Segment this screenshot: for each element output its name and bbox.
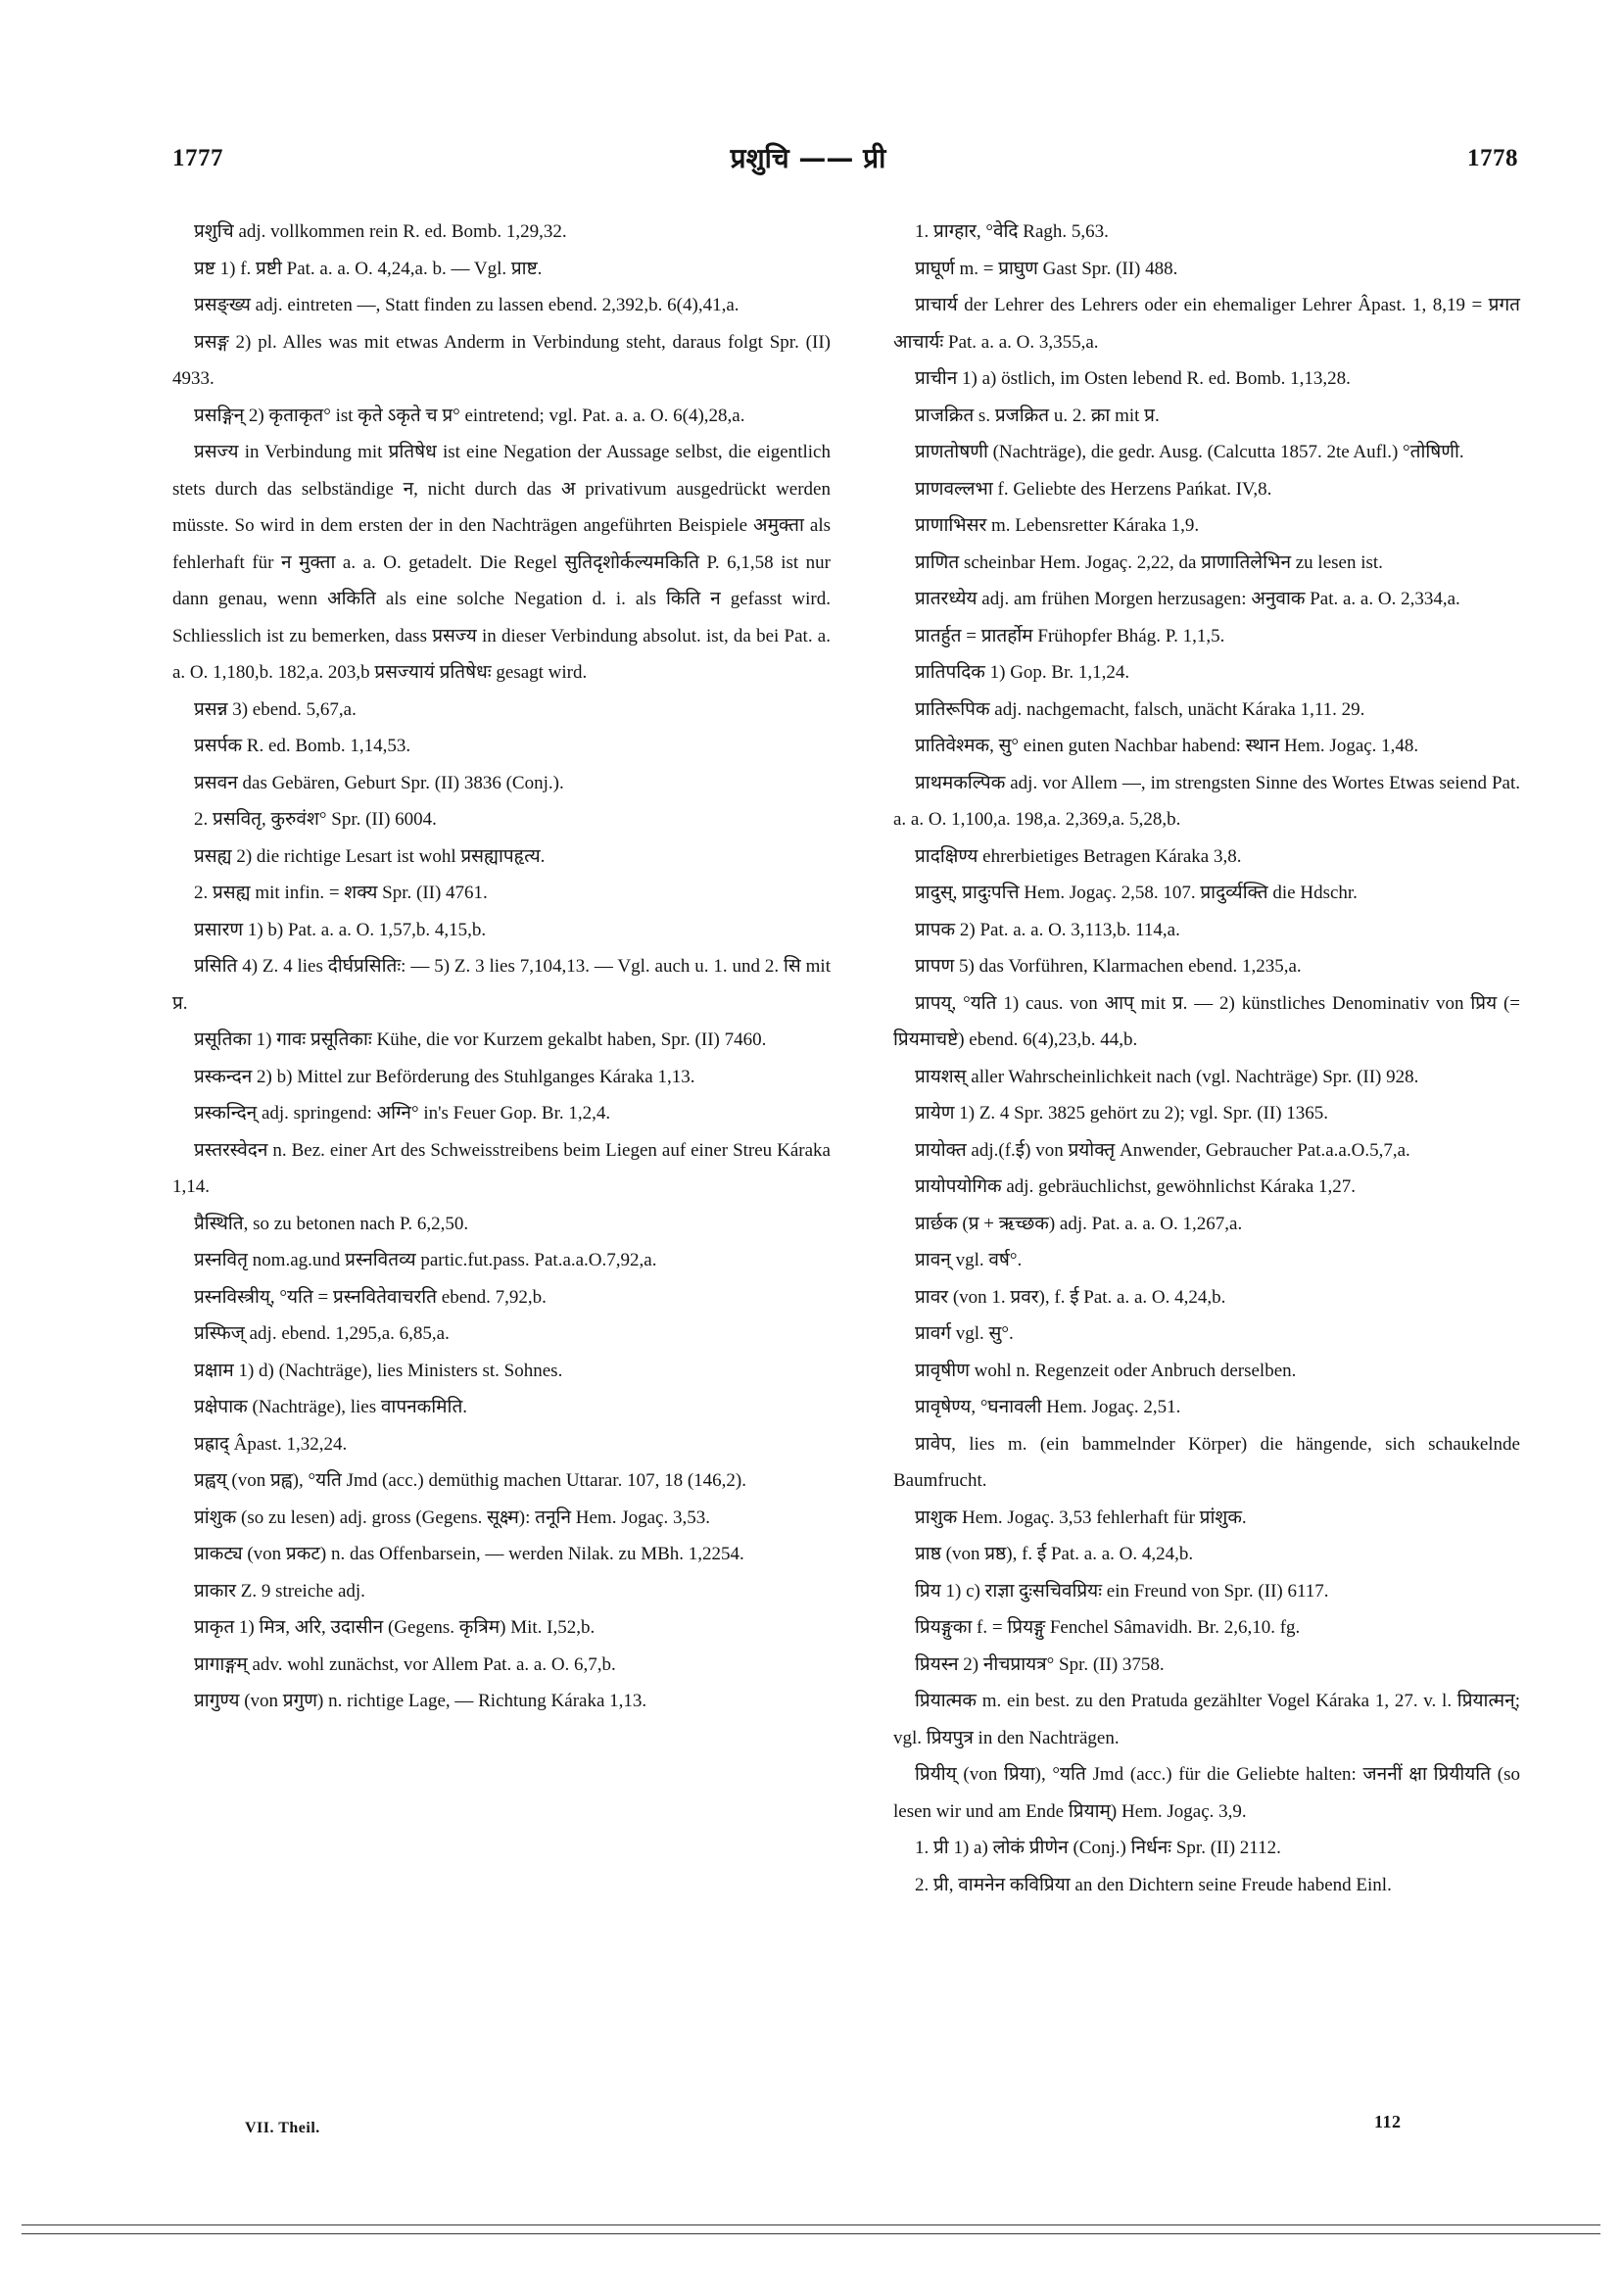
dictionary-entry: प्राष्ठ (von प्रष्ठ), f. ई Pat. a. a. O. 4,24,b. — [915, 1544, 1194, 1564]
dictionary-entry: 2. प्रसवितृ, कुरुवंश° Spr. (II) 6004. — [194, 809, 437, 830]
dictionary-entry: प्रापय्, °यति 1) caus. von आप् mit प्र. — 2) künstliches Denominativ von प्रिय (= प्रियमाचष्टे) ebend. 6(4),23,b. 44,b. — [893, 992, 1520, 1050]
dictionary-entry: प्रसङ्गिन् 2) कृताकृत° ist कृते ऽकृते च प्र° eintretend; vgl. Pat. a. a. O. 6(4),28,a. — [194, 405, 745, 426]
dictionary-entry: प्रातिपदिक 1) Gop. Br. 1,1,24. — [915, 662, 1130, 683]
dictionary-entry: 1. प्राग्हार, °वेदि Ragh. 5,63. — [915, 221, 1109, 242]
dictionary-entry: प्राचीन 1) a) östlich, im Osten lebend R. ed. Bomb. 1,13,28. — [915, 368, 1351, 389]
dictionary-entry: प्रस्नविस्त्रीय्, °यति = प्रस्नवितेवाचरति ebend. 7,92,b. — [194, 1286, 547, 1308]
dictionary-entry: प्रावेप, lies m. (ein bammelnder Körper) die hängende, sich schaukelnde Baumfrucht. — [893, 1433, 1520, 1491]
dictionary-entry: प्राकट्य (von प्रकट) n. das Offenbarsein, — werden Nilak. zu MBh. 1,2254. — [194, 1544, 744, 1564]
dictionary-entry: प्रावन् vgl. वर्ष°. — [915, 1250, 1023, 1270]
dictionary-entry: प्राघूर्ण m. = प्राघुण Gast Spr. (II) 488. — [915, 258, 1178, 279]
dictionary-entry: प्रायेण 1) Z. 4 Spr. 3825 gehört zu 2); vgl. Spr. (II) 1365. — [915, 1103, 1329, 1124]
dictionary-entry: प्रियस्न 2) नीचप्रायत्र° Spr. (II) 3758. — [915, 1653, 1165, 1675]
dictionary-entry: प्रार्छक (प्र + ऋच्छक) adj. Pat. a. a. O. 1,267,a. — [915, 1213, 1243, 1234]
bottom-rule — [22, 2224, 1600, 2225]
dictionary-entry: प्राकार Z. 9 streiche adj. — [194, 1580, 365, 1602]
bottom-rule — [22, 2233, 1600, 2234]
dictionary-entry: प्रसङ्ग 2) pl. Alles was mit etwas Anderm in Verbindung steht, daraus folgt Spr. (II) 4933. — [172, 331, 831, 389]
volume-note: VII. Theil. — [245, 2120, 320, 2136]
dictionary-entry: प्राथमकल्पिक adj. vor Allem —, im strengsten Sinne des Wortes Etwas seiend Pat. a. a. O. 1,100,a. 198,a. 2,369,a. 5,28,b. — [893, 772, 1520, 830]
dictionary-entry: प्रातिवेश्मक, सु° einen guten Nachbar habend: स्थान Hem. Jogaç. 1,48. — [915, 736, 1419, 756]
dictionary-entry: प्रागुण्य (von प्रगुण) n. richtige Lage, — Richtung Káraka 1,13. — [194, 1691, 647, 1711]
dictionary-entry: प्रसिति 4) Z. 4 lies दीर्घप्रसितिः: — 5) Z. 3 lies 7,104,13. — Vgl. auch u. 1. und 2. सि mit प्र. — [172, 956, 831, 1014]
dictionary-entry: प्रावृषेण्य, °घनावली Hem. Jogaç. 2,51. — [915, 1397, 1181, 1417]
dictionary-entry: प्रसन्न 3) ebend. 5,67,a. — [194, 698, 357, 720]
dictionary-entry: प्रसारण 1) b) Pat. a. a. O. 1,57,b. 4,15,b. — [194, 919, 487, 940]
dictionary-entry: प्रशुचि adj. vollkommen rein R. ed. Bomb. 1,29,32. — [194, 221, 567, 242]
dictionary-entry: प्रावर (von 1. प्रवर), f. ई Pat. a. a. O. 4,24,b. — [915, 1286, 1226, 1308]
dictionary-entry: प्रसज्य in Verbindung mit प्रतिषेध ist eine Negation der Aussage selbst, die eigentlich stets durch das selbständige न, nicht durch das अ privativum ausgedrückt werden müsste. So wird in dem ersten der in den Nachträgen angeführten Beispiele अमुक्ता als fehlerhaft für न मुक्ता a. a. O. getadelt. Die Regel सुतिदृशोर्कल्यमकिति P. 6,1,58 ist nur dann genau, wenn अकिति als eine solche Negation d. i. als किति न gefasst wird. Schliesslich ist zu bemerken, dass प्रसज्य in dieser Verbindung absolut. ist, da bei Pat. a. a. O. 1,180,b. 182,a. 203,b प्रसज्यायं प्रतिषेधः gesagt wird. — [172, 442, 831, 683]
dictionary-entry: प्रसवन das Gebären, Geburt Spr. (II) 3836 (Conj.). — [194, 772, 564, 793]
dictionary-entry: प्रक्षाम 1) d) (Nachträge), lies Ministers st. Sohnes. — [194, 1360, 563, 1381]
dictionary-entry: प्रातरध्येय adj. am frühen Morgen herzusagen: अनुवाक Pat. a. a. O. 2,334,a. — [915, 589, 1460, 609]
dictionary-entry: प्राणवल्लभा f. Geliebte des Herzens Pańkat. IV,8. — [915, 478, 1272, 500]
dictionary-entry: प्रसर्पक R. ed. Bomb. 1,14,53. — [194, 736, 411, 756]
dictionary-entry: प्रैस्थिति, so zu betonen nach P. 6,2,50. — [194, 1213, 469, 1234]
dictionary-entry: प्रह्राद् Âpast. 1,32,24. — [194, 1433, 348, 1455]
dictionary-entry: प्रियङ्गुका f. = प्रियङ्गु Fenchel Sâmavidh. Br. 2,6,10. fg. — [915, 1617, 1301, 1638]
dictionary-entry: प्राणतोषणी (Nachträge), die gedr. Ausg. (Calcutta 1857. 2te Aufl.) °तोषिणी. — [915, 442, 1464, 462]
dictionary-entry: प्रायशस् aller Wahrscheinlichkeit nach (vgl. Nachträge) Spr. (II) 928. — [915, 1066, 1419, 1087]
dictionary-entry: प्रस्तरस्वेदन n. Bez. einer Art des Schweisstreibens beim Liegen auf einer Streu Káraka 1,14. — [172, 1139, 831, 1197]
dictionary-entry: प्रस्फिज् adj. ebend. 1,295,a. 6,85,a. — [194, 1323, 450, 1344]
right-column — [893, 214, 1520, 1903]
dictionary-entry: प्रस्कन्दन 2) b) Mittel zur Beförderung des Stuhlganges Káraka 1,13. — [194, 1066, 695, 1087]
running-header-title: प्रशुचि —— प्री — [730, 142, 886, 174]
dictionary-entry: 2. प्री, वामनेन कविप्रिया an den Dichtern seine Freude habend Einl. — [915, 1874, 1392, 1895]
dictionary-entry: प्राचार्य der Lehrer des Lehrers oder ein ehemaliger Lehrer Âpast. 1, 8,19 = प्रगत आचार्यः Pat. a. a. O. 3,355,a. — [893, 295, 1520, 353]
dictionary-entry: प्रापण 5) das Vorführen, Klarmachen ebend. 1,235,a. — [915, 956, 1302, 977]
dictionary-entry: प्रावर्ग vgl. सु°. — [915, 1323, 1014, 1344]
dictionary-entry: प्रावृषीण wohl n. Regenzeit oder Anbruch derselben. — [915, 1360, 1297, 1381]
left-page-number: 1777 — [172, 145, 223, 171]
dictionary-entry: प्रह्वय् (von प्रह्व), °यति Jmd (acc.) demüthig machen Uttarar. 107, 18 (146,2). — [194, 1470, 746, 1491]
dictionary-entry: प्रष्ट 1) f. प्रष्टी Pat. a. a. O. 4,24,a. b. — Vgl. प्राष्ट. — [194, 258, 543, 279]
dictionary-entry: प्रायोक्त adj.(f.ई) von प्रयोक्तृ Anwender, Gebraucher Pat.a.a.O.5,7,a. — [915, 1139, 1410, 1161]
dictionary-entry: प्रागाङ्गम् adv. wohl zunächst, vor Allem Pat. a. a. O. 6,7,b. — [194, 1653, 616, 1675]
dictionary-entry: प्रिय 1) c) राज्ञा दुःसचिवप्रियः ein Freund von Spr. (II) 6117. — [915, 1580, 1329, 1602]
dictionary-entry: प्रादक्षिण्य ehrerbietiges Betragen Káraka 3,8. — [915, 845, 1242, 867]
dictionary-entry: प्राकृत 1) मित्र, अरि, उदासीन (Gegens. कृत्रिम) Mit. I,52,b. — [194, 1617, 596, 1638]
dictionary-entry: प्रातिरूपिक adj. nachgemacht, falsch, unächt Káraka 1,11. 29. — [915, 698, 1365, 720]
dictionary-entry: प्राणाभिसर m. Lebensretter Káraka 1,9. — [915, 515, 1200, 536]
dictionary-entry: प्राशुक Hem. Jogaç. 3,53 fehlerhaft für प्रांशुक. — [915, 1507, 1247, 1528]
signature-mark: 112 — [1374, 2112, 1402, 2131]
dictionary-entry: प्रायोपयोगिक adj. gebräuchlichst, gewöhnlichst Káraka 1,27. — [915, 1176, 1357, 1197]
dictionary-entry: 2. प्रसह्य mit infin. = शक्य Spr. (II) 4761. — [194, 883, 488, 903]
dictionary-entry: प्रियीय् (von प्रिया), °यति Jmd (acc.) für die Geliebte halten: जननीं क्षा प्रियीयति (so lesen wir und am Ende प्रियाम्) Hem. Jogaç. 3,9. — [893, 1764, 1520, 1822]
dictionary-entry: प्राणित scheinbar Hem. Jogaç. 2,22, da प्राणातिलेभिन zu lesen ist. — [915, 551, 1383, 573]
dictionary-entry: प्रादुस्, प्रादुःपत्ति Hem. Jogaç. 2,58. 107. प्रादुर्व्यक्ति die Hdschr. — [915, 883, 1358, 903]
dictionary-entry: प्रांशुक (so zu lesen) adj. gross (Gegens. सूक्ष्म): तनूनि Hem. Jogaç. 3,53. — [194, 1507, 710, 1528]
dictionary-entry: प्रसूतिका 1) गावः प्रसूतिकाः Kühe, die vor Kurzem gekalbt haben, Spr. (II) 7460. — [194, 1029, 767, 1050]
dictionary-entry: प्रस्कन्दिन् adj. springend: अग्नि° in's Feuer Gop. Br. 1,2,4. — [194, 1103, 611, 1124]
right-page-number: 1778 — [1467, 145, 1518, 171]
dictionary-entry: प्रातर्हुत = प्रातर्होम Frühopfer Bhág. P. 1,1,5. — [915, 625, 1225, 646]
dictionary-entry: 1. प्री 1) a) लोकं प्रीणेन (Conj.) निर्धनः Spr. (II) 2112. — [915, 1838, 1281, 1858]
dictionary-entry: प्रसह्य 2) die richtige Lesart ist wohl प्रसह्यापहृत्य. — [194, 845, 546, 867]
dictionary-entry: प्रस्नवितृ nom.ag.und प्रस्नवितव्य partic.fut.pass. Pat.a.a.O.7,92,a. — [194, 1250, 657, 1270]
dictionary-entry: प्राजक्रित s. प्रजक्रित u. 2. क्रा mit प्र. — [915, 405, 1160, 426]
dictionary-entry: प्रक्षेपाक (Nachträge), lies वापनकमिति. — [194, 1397, 468, 1417]
dictionary-entry: प्रापक 2) Pat. a. a. O. 3,113,b. 114,a. — [915, 919, 1180, 940]
dictionary-entry: प्रसङ्ख्य adj. eintreten —, Statt finden zu lassen ebend. 2,392,b. 6(4),41,a. — [194, 295, 739, 315]
left-column — [172, 214, 831, 1720]
dictionary-entry: प्रियात्मक m. ein best. zu den Pratuda gezählter Vogel Káraka 1, 27. v. l. प्रियात्मन्; vgl. प्रियपुत्र in den Nachträgen. — [893, 1691, 1520, 1748]
